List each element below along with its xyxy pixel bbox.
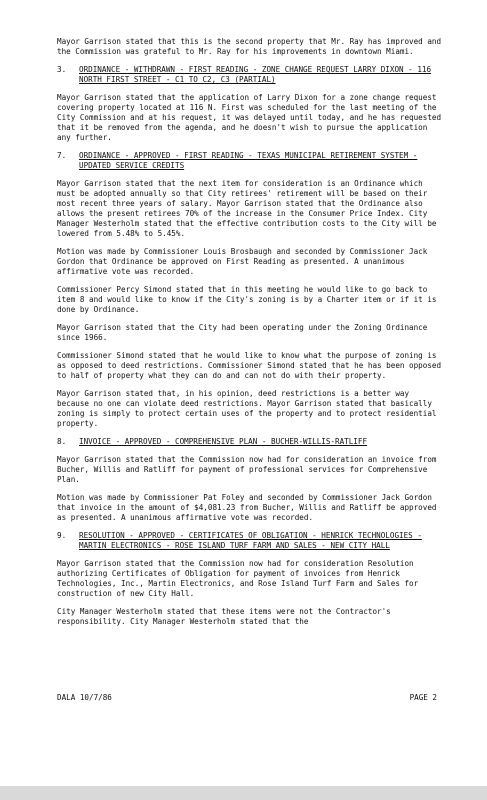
page-number: PAGE 2 bbox=[409, 693, 437, 702]
paragraph: Mayor Garrison stated that the Commission now had for consideration an invoice from Bucher, Willis and Ratliff for payment of professional services for Comprehensive Plan. bbox=[57, 455, 437, 484]
paragraph: Mayor Garrison stated that the Commission now had for consideration Resolution authorizing Certificates of Obligation for payment of invoices from Henrick Technologies, Inc., Martin Electronics, and Rose Island Turf Farm and Sales for construction of new City Hall. bbox=[57, 559, 419, 598]
minutes-page bbox=[57, 37, 442, 635]
paragraph: Commissioner Percy Simond stated that in this meeting he would like to go back to item 8 and would like to know if the City's zoning is by a Charter item or if it is done by Ordinance. bbox=[57, 285, 437, 314]
paragraph: Mayor Garrison stated that this is the second property that Mr. Ray has improved and the Commission was grateful to Mr. Ray for his improvements in downtown Miami. bbox=[57, 37, 442, 56]
item-number: 9. bbox=[57, 531, 67, 540]
scan-edge bbox=[0, 786, 487, 800]
paragraph: Mayor Garrison stated that the City had been operating under the Zoning Ordinance since 1966. bbox=[57, 323, 428, 342]
page-footer bbox=[57, 693, 437, 703]
item-title: ORDINANCE - WITHDRAWN - FIRST READING - ZONE CHANGE REQUEST LARRY DIXON - 116 NORTH FIRST STREET - C1 TO C2, C3 (PARTIAL) bbox=[79, 65, 432, 84]
agenda-item bbox=[57, 531, 442, 551]
agenda-item bbox=[57, 65, 442, 85]
paragraph: Motion was made by Commissioner Pat Foley and seconded by Commissioner Jack Gordon that invoice in the amount of $4,081.23 from Bucher, Willis and Ratliff be approved as presented. A unanimous affirmative vote was recorded. bbox=[57, 493, 437, 522]
paragraph: Mayor Garrison stated that, in his opinion, deed restrictions is a better way because no one can violate deed restrictions. Mayor Garrison stated that basically zoning is simply to protect certain uses of the property and to protect residential property. bbox=[57, 389, 437, 428]
paragraph: Motion was made by Commissioner Louis Brosbaugh and seconded by Commissioner Jack Gordon that Ordinance be approved on First Reading as presented. A unanimous affirmative vote was recorded. bbox=[57, 247, 428, 276]
item-number: 8. bbox=[57, 437, 67, 446]
item-title: RESOLUTION - APPROVED - CERTIFICATES OF OBLIGATION - HENRICK TECHNOLOGIES - MARTIN ELECTRONICS - ROSE ISLAND TURF FARM AND SALES - NEW CITY HALL bbox=[79, 531, 422, 550]
paragraph: Commissioner Simond stated that he would like to know what the purpose of zoning is as opposed to deed restrictions. Commissioner Simond stated that he has been opposed to half of property what they can do and can not do with their property. bbox=[57, 351, 442, 380]
agenda-item bbox=[57, 151, 442, 171]
paragraph: City Manager Westerholm stated that these items were not the Contractor's responsibility. City Manager Westerholm stated that the bbox=[57, 607, 391, 626]
paragraph: Mayor Garrison stated that the application of Larry Dixon for a zone change request covering property located at 116 N. First was scheduled for the last meeting of the City Commission and at his request, it was delayed until today, and he has requested that it be removed from the agenda, and he doesn't wish to pursue the application any further. bbox=[57, 93, 442, 142]
agenda-item bbox=[57, 437, 442, 447]
item-number: 7. bbox=[57, 151, 67, 160]
paragraph: Mayor Garrison stated that the next item for consideration is an Ordinance which must be adopted annually so that City retirees' retirement will be based on their most recent three years of salary. Mayor Garrison stated that the Ordinance also allows the present retirees 70% of the increase in the Consumer Price Index. City Manager Westerholm stated that the effective contribution costs to the City will be lowered from 5.48% to 5.45%. bbox=[57, 179, 437, 238]
item-number: 3. bbox=[57, 65, 67, 74]
footer-date: DALA 10/7/86 bbox=[57, 693, 112, 702]
item-title: INVOICE - APPROVED - COMPREHENSIVE PLAN - BUCHER-WILLIS-RATLIFF bbox=[79, 437, 368, 446]
item-title: ORDINANCE - APPROVED - FIRST READING - TEXAS MUNICIPAL RETIREMENT SYSTEM - UPDATED SERVICE CREDITS bbox=[79, 151, 418, 170]
